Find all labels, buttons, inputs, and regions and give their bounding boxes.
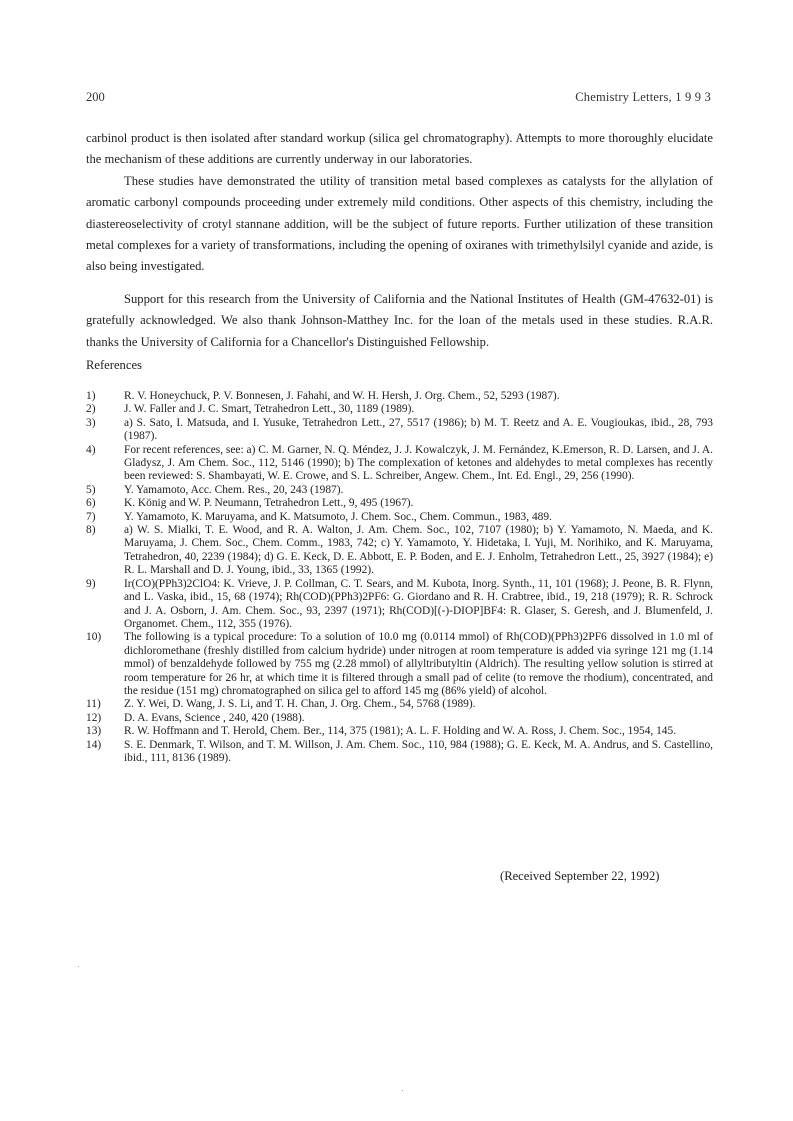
scan-speck [78,966,79,967]
reference-number: 2) [86,403,96,416]
reference-item [86,444,713,484]
reference-number: 11) [86,698,101,711]
page-header [86,90,711,108]
reference-text: D. A. Evans, Science , 240, 420 (1988). [124,711,305,724]
journal-running-title: Chemistry Letters, 1 9 9 3 [575,90,711,104]
references-list [86,390,713,765]
reference-text: J. W. Faller and J. C. Smart, Tetrahedron Lett., 30, 1189 (1989). [124,403,415,416]
body-paragraph-1: carbinol product is then isolated after standard workup (silica gel chromatography). Attempts to more thoroughly elucidate the mechanism of these additions are currently underway in our laboratories. [86,131,713,167]
reference-item [86,484,713,497]
reference-number: 8) [86,524,96,537]
acknowledgement-paragraph: Support for this research from the University of California and the National Institutes of Health (GM-47632-01) is gratefully acknowledged. We also thank Johnson-Matthey Inc. for the loan of the metals used in these studies. R.A.R. thanks the University of California for a Chancellor's Distinguished Fellowship. [86,292,713,349]
reference-item [86,631,713,698]
reference-item [86,739,713,766]
reference-text: R. V. Honeychuck, P. V. Bonnesen, J. Fahahi, and W. H. Hersh, J. Org. Chem., 52, 5293 (1987). [124,390,560,402]
reference-item [86,497,713,510]
reference-number: 5) [86,483,96,496]
page-number: 200 [86,90,105,104]
reference-number: 9) [86,577,96,590]
reference-number: 1) [86,390,96,402]
reference-number: 14) [86,738,102,751]
reference-number: 6) [86,497,96,510]
body-text [86,128,713,278]
reference-text: For recent references, see: a) C. M. Garner, N. Q. Méndez, J. J. Kowalczyk, J. M. Fernández, K.Emerson, R. D. Larsen, and J. A. Gladysz, J. Am Chem. Soc., 112, 5146 (1990); b) The complexation of ketones and aldehydes to metal complexes has recently been reviewed: S. Shambayati, W. E. Crowe, and S. L. Schreiber, Angew. Chem., Int. Ed. Engl., 29, 256 (1990). [124,443,713,483]
reference-item [86,578,713,632]
reference-text: Ir(CO)(PPh3)2ClO4: K. Vrieve, J. P. Collman, C. T. Sears, and M. Kubota, Inorg. Synth., 11, 101 (1968); J. Peone, B. R. Flynn, and L. Vaska, ibid., 15, 68 (1974); Rh(COD)(PPh3)2PF6: G. Giordano and R. H. Crabtree, ibid., 19, 218 (1979); R. R. Schrock and J. A. Osborn, J. Am. Chem. Soc., 93, 2397 (1971); Rh(COD)[(-)-DIOP]BF4: R. Glaser, S. Geresh, and J. Blumenfeld, J. Organomet. Chem., 112, 355 (1976). [124,577,713,630]
reference-item [86,403,713,416]
reference-item [86,390,713,403]
scan-speck [402,1090,403,1091]
reference-text: a) W. S. Mialki, T. E. Wood, and R. A. Walton, J. Am. Chem. Soc., 102, 7107 (1980); b) Y. Yamamoto, N. Maeda, and K. Maruyama, J. Chem. Soc., Chem. Comm., 1983, 742; c) Y. Yamamoto, Y. Hidetaka, I. Yuji, M. Norihiko, and K. Maruyama, Tetrahedron, 40, 2239 (1984); d) G. E. Keck, D. E. Abbott, E. P. Boden, and E. J. Enholm, Tetrahedron Lett., 25, 3927 (1984); e) R. L. Marshall and D. J. Young, ibid., 33, 1365 (1992). [124,524,713,577]
reference-number: 13) [86,725,102,738]
acknowledgement [86,289,713,353]
reference-item [86,698,713,711]
reference-text: Y. Yamamoto, Acc. Chem. Res., 20, 243 (1987). [124,483,344,496]
reference-number: 7) [86,510,96,523]
reference-number: 10) [86,631,102,644]
reference-number: 3) [86,416,96,429]
reference-item [86,712,713,725]
received-date: (Received September 22, 1992) [500,869,660,883]
reference-item [86,417,713,444]
reference-text: R. W. Hoffmann and T. Herold, Chem. Ber., 114, 375 (1981); A. L. F. Holding and W. A. Ross, J. Chem. Soc., 1954, 145. [124,725,677,738]
reference-item [86,725,713,738]
reference-number: 12) [86,711,102,724]
reference-text: S. E. Denmark, T. Wilson, and T. M. Willson, J. Am. Chem. Soc., 110, 984 (1988); G. E. Keck, M. A. Andrus, and S. Castellino, ibid., 111, 8136 (1989). [124,738,713,764]
reference-text: The following is a typical procedure: To a solution of 10.0 mg (0.0114 mmol) of Rh(COD)(PPh3)2PF6 dissolved in 1.0 ml of dichloromethane (freshly distilled from calcium hydride) under nitrogen at room temperature is added via syringe 121 mg (1.14 mmol) of benzaldehyde followed by 755 mg (2.28 mmol) of allyltributyltin (Aldrich). The resulting yellow solution is stirred at room temperature for 26 hr, at which time it is filtered through a small pad of celite (to remove the rhodium), concentrated, and the residue (151 mg) chromatographed on silica gel to afford 145 mg (86% yield) of alcohol. [124,631,713,697]
references-heading: References [86,358,142,372]
reference-text: a) S. Sato, I. Matsuda, and I. Yusuke, Tetrahedron Lett., 27, 5517 (1986); b) M. T. Reetz and A. E. Vougioukas, ibid., 28, 793 (1987). [124,416,713,443]
reference-number: 4) [86,443,96,456]
reference-text: Z. Y. Wei, D. Wang, J. S. Li, and T. H. Chan, J. Org. Chem., 54, 5768 (1989). [124,698,476,711]
reference-item [86,511,713,524]
reference-text: Y. Yamamoto, K. Maruyama, and K. Matsumoto, J. Chem. Soc., Chem. Commun., 1983, 489. [124,510,552,523]
body-paragraph-2: These studies have demonstrated the utility of transition metal based complexes as catalysts for the allylation of aromatic carbonyl compounds proceeding under extremely mild conditions. Other aspects of this chemistry, including the diastereoselectivity of crotyl stannane addition, will be the subject of future reports. Further utilization of these transition metal complexes for a variety of transformations, including the opening of oxiranes with trimethylsilyl cyanide and azide, is also being investigated. [86,173,713,274]
reference-text: K. König and W. P. Neumann, Tetrahedron Lett., 9, 495 (1967). [124,497,414,510]
reference-item [86,524,713,578]
